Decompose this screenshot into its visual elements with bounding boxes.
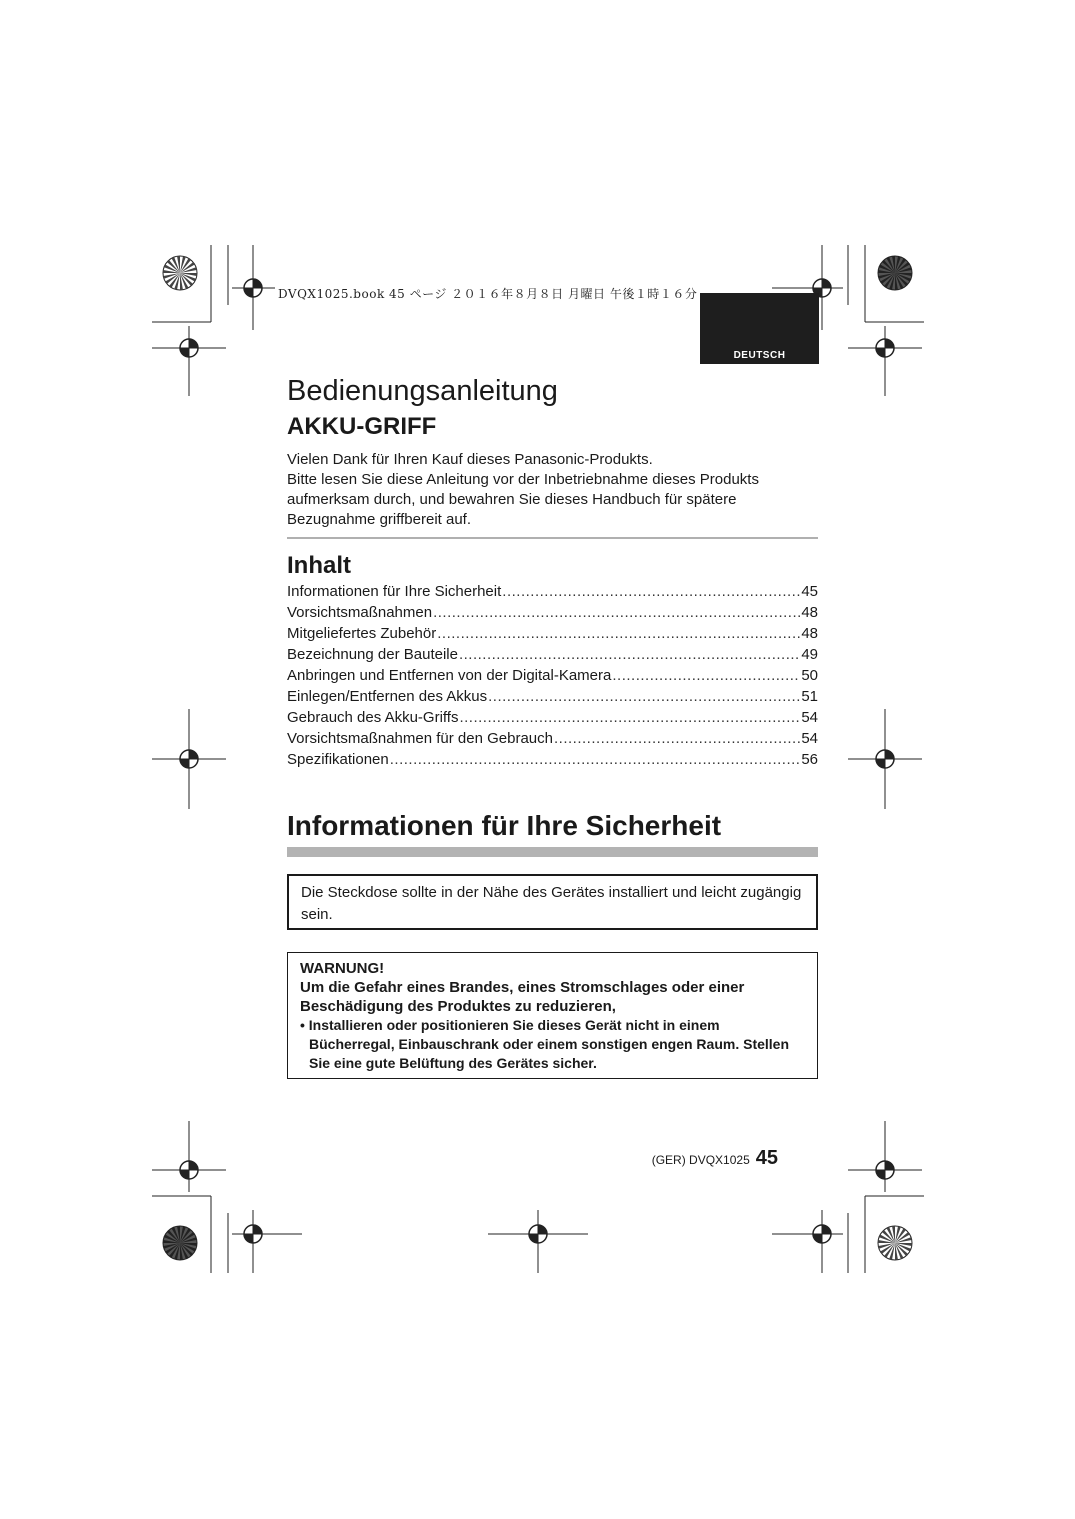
intro-paragraph: Bitte lesen Sie diese Anleitung vor der Inbetriebnahme dieses Produkts aufmerksam durch, und bewahren Sie dieses Handbuch für spätere Bezugnahme griffbereit auf. [287, 471, 759, 528]
toc-leader [390, 751, 801, 768]
warning-lead: Um die Gefahr eines Brandes, eines Stromschlages oder einer Beschädigung des Produktes zu reduzieren, [300, 979, 745, 1015]
toc-leader [554, 730, 800, 747]
table-of-contents [287, 583, 818, 772]
language-tab: DEUTSCH [700, 293, 819, 364]
section-rule [287, 847, 818, 857]
divider [287, 537, 818, 539]
toc-entry-page: 54 [801, 730, 818, 747]
toc-leader [502, 583, 800, 600]
toc-entry-page: 56 [801, 751, 818, 768]
toc-entry-page: 49 [801, 646, 818, 663]
print-header: DVQX1025.book 45 ページ ２０１６年８月８日 月曜日 午後１時１６分 [278, 287, 698, 301]
toc-entry-title: Anbringen und Entfernen von der Digital-Kamera [287, 667, 612, 684]
notice-box: Die Steckdose sollte in der Nähe des Gerätes installiert und leicht zugängig sein. [287, 874, 818, 930]
page-number: 45 [755, 1147, 778, 1169]
toc-leader [612, 667, 800, 684]
intro-text [287, 450, 827, 530]
toc-entry-title: Spezifikationen [287, 751, 389, 768]
toc-entry[interactable] [287, 688, 818, 709]
toc-entry[interactable] [287, 667, 818, 688]
toc-entry-page: 51 [801, 688, 818, 705]
toc-entry[interactable] [287, 604, 818, 625]
toc-entry[interactable] [287, 730, 818, 751]
warning-bullet: • Installieren oder positionieren Sie dieses Gerät nicht in einem Bücherregal, Einbauschrank oder einem sonstigen engen Raum. Stellen Sie eine gute Belüftung des Gerätes sicher. [300, 1017, 790, 1071]
page-footer [652, 1147, 778, 1170]
toc-entry[interactable] [287, 751, 818, 772]
section-title: Informationen für Ihre Sicherheit [287, 810, 722, 841]
toc-entry-page: 48 [801, 604, 818, 621]
toc-entry-title: Gebrauch des Akku-Griffs [287, 709, 459, 726]
toc-leader [437, 625, 800, 642]
toc-leader [433, 604, 800, 621]
model-code: (GER) DVQX1025 [651, 1153, 750, 1167]
warning-label: WARNUNG! [300, 960, 385, 977]
document-subtitle: AKKU-GRIFF [287, 413, 437, 440]
toc-entry[interactable] [287, 646, 818, 667]
toc-entry-title: Bezeichnung der Bauteile [287, 646, 458, 663]
document-title: Bedienungsanleitung [287, 375, 558, 407]
toc-entry[interactable] [287, 625, 818, 646]
toc-entry-title: Informationen für Ihre Sicherheit [287, 583, 502, 600]
toc-entry-title: Vorsichtsmaßnahmen [287, 604, 433, 621]
toc-entry-page: 48 [801, 625, 818, 642]
toc-leader [459, 646, 800, 663]
toc-entry-page: 50 [801, 667, 818, 684]
toc-entry-title: Mitgeliefertes Zubehör [287, 625, 437, 642]
toc-entry-title: Vorsichtsmaßnahmen für den Gebrauch [287, 730, 553, 747]
toc-heading: Inhalt [287, 552, 351, 579]
toc-entry-page: 45 [801, 583, 818, 600]
intro-paragraph: Vielen Dank für Ihren Kauf dieses Panasonic-Produkts. [287, 451, 653, 468]
warning-box [287, 952, 818, 1079]
toc-entry-page: 54 [801, 709, 818, 726]
toc-leader [459, 709, 800, 726]
toc-leader [488, 688, 800, 705]
toc-entry[interactable] [287, 583, 818, 604]
toc-entry[interactable] [287, 709, 818, 730]
toc-entry-title: Einlegen/Entfernen des Akkus [287, 688, 488, 705]
